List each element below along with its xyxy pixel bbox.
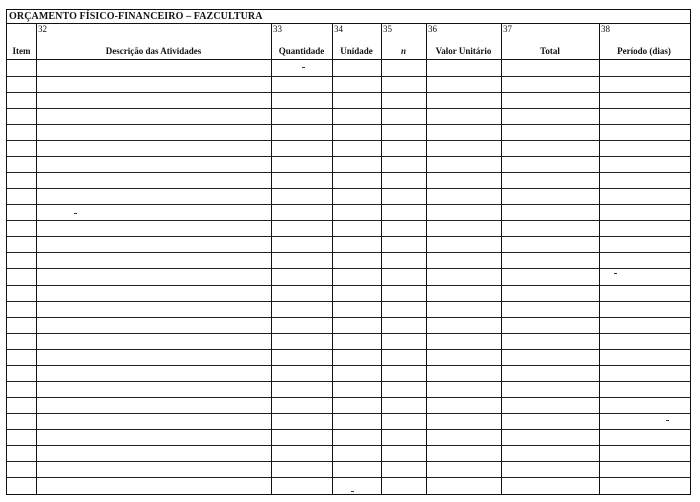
column-divider: [271, 23, 272, 494]
column-number-periodo: 38: [601, 24, 610, 34]
table-header-row: [7, 23, 690, 60]
table-row-line: [7, 285, 690, 286]
table-row-line: [7, 397, 690, 398]
column-number-valor-unitario: 36: [428, 24, 437, 34]
column-label-quantidade: Quantidade: [278, 46, 325, 56]
table-row-line: [7, 156, 690, 157]
column-label-unidade: Unidade: [340, 46, 373, 56]
table-row-line: [7, 236, 690, 237]
table-row-line: [7, 381, 690, 382]
column-header-quantidade: [271, 23, 332, 59]
column-divider: [501, 23, 502, 494]
column-number-unidade: 34: [334, 24, 343, 34]
table-row-line: [7, 172, 690, 173]
column-divider: [36, 23, 37, 494]
table-row-line: [7, 220, 690, 221]
column-label-total: Total: [540, 46, 560, 56]
form-title: ORÇAMENTO FÍSICO-FINANCEIRO – FAZCULTURA: [7, 10, 690, 24]
column-divider: [332, 23, 333, 494]
column-header-periodo: [599, 23, 689, 59]
table-row-line: [7, 188, 690, 189]
table-row-line: [7, 333, 690, 334]
column-header-unidade: [332, 23, 381, 59]
column-number-total: 37: [503, 24, 512, 34]
table-row-line: [7, 445, 690, 446]
column-number-quantidade: 33: [273, 24, 282, 34]
table-row-line: [7, 268, 690, 269]
column-number-n: 35: [383, 24, 392, 34]
column-number-descricao: 32: [38, 24, 47, 34]
table-body: [7, 60, 690, 494]
column-header-n: [381, 23, 426, 59]
column-header-descricao: [36, 23, 271, 59]
table-row-line: [7, 140, 690, 141]
column-divider: [599, 23, 600, 494]
table-row-line: [7, 204, 690, 205]
column-label-descricao: Descrição das Atividades: [105, 46, 202, 56]
column-header-valor-unitario: [426, 23, 501, 59]
column-header-total: [501, 23, 599, 59]
table-row-line: [7, 317, 690, 318]
scan-speck: [302, 67, 305, 68]
column-divider: [426, 23, 427, 494]
table-row-line: [7, 301, 690, 302]
column-label-valor-unitario: Valor Unitário: [435, 46, 492, 56]
scan-speck: [351, 491, 354, 492]
column-divider: [381, 23, 382, 494]
column-label-n: n: [400, 46, 406, 56]
table-row-line: [7, 413, 690, 414]
table-row-line: [7, 461, 690, 462]
table-row-line: [7, 365, 690, 366]
table-row-line: [7, 252, 690, 253]
table-row-line: [7, 76, 690, 77]
column-header-item: [7, 23, 36, 59]
column-label-periodo: Período (dias): [617, 46, 671, 56]
column-label-item: Item: [12, 46, 31, 56]
table-row-line: [7, 477, 690, 478]
scan-speck: [614, 273, 617, 274]
table-row-line: [7, 124, 690, 125]
table-row-line: [7, 349, 690, 350]
table-row-line: [7, 429, 690, 430]
scan-speck: [74, 213, 77, 214]
table-row-line: [7, 92, 690, 93]
scan-speck: [666, 420, 669, 421]
budget-form: [6, 9, 691, 495]
table-row-line: [7, 108, 690, 109]
